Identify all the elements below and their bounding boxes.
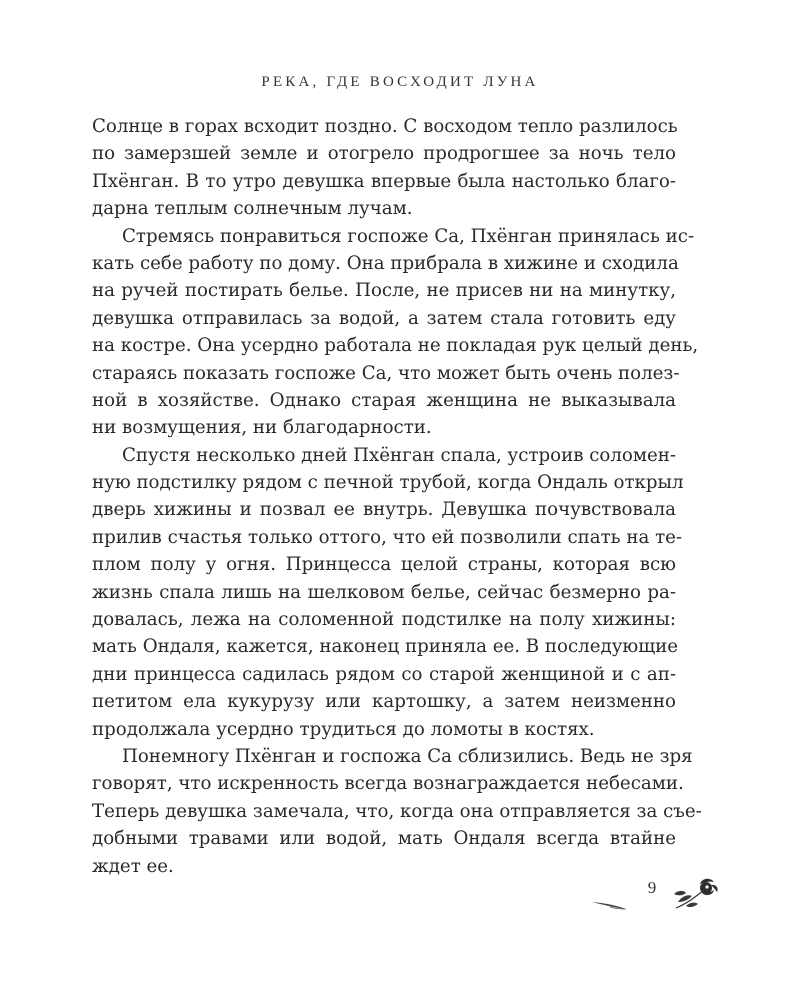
text-line: петитом ела кукурузу или картошку, а затем неизменно xyxy=(92,691,676,713)
text-line: дверь хижины и позвал ее внутрь. Девушка почувствовала xyxy=(92,499,676,521)
text-line: добными травами или водой, мать Ондаля всегда втайне xyxy=(92,828,676,850)
text-line: на костре. Она усердно работала не покладая рук целый день, xyxy=(92,335,699,357)
text-line: кать себе работу по дому. Она прибрала в хижине и сходила xyxy=(92,252,679,274)
text-line: прилив счастья только оттого, что ей позволили спать на те- xyxy=(92,526,683,548)
text-line: мать Ондаля, кажется, наконец приняла ее. В последующие xyxy=(92,636,679,658)
text-line: Пхёнган. В то утро девушка впервые была настолько благо- xyxy=(92,170,676,192)
text-line: Понемногу Пхёнган и госпожа Са сблизились. Ведь не зря xyxy=(122,745,693,767)
text-line: плом полу у огня. Принцесса целой страны, которая всю xyxy=(92,554,676,576)
text-line: ни возмущения, ни благодарности. xyxy=(92,417,432,439)
body-text xyxy=(92,113,702,880)
text-line: стараясь показать госпоже Са, что может быть очень полез- xyxy=(92,362,680,384)
text-line: на ручей постирать белье. После, не присев ни на минутку, xyxy=(92,280,676,302)
running-head: РЕКА, ГДЕ ВОСХОДИТ ЛУНА xyxy=(261,74,539,90)
page-number: 9 xyxy=(647,878,657,897)
text-line: дарна теплым солнечным лучам. xyxy=(92,198,413,220)
text-line: девушка отправилась за водой, а затем стала готовить еду xyxy=(92,307,676,329)
text-line: по замерзшей земле и отогрело продрогшее за ночь тело xyxy=(92,143,676,165)
text-line: Стремясь понравиться госпоже Са, Пхёнган принялась ис- xyxy=(122,225,695,247)
text-line: ной в хозяйстве. Однако старая женщина не выказывала xyxy=(92,389,676,411)
text-line: Теперь девушка замечала, что, когда она отправляется за съе- xyxy=(92,800,702,822)
text-line: дни принцесса садилась рядом со старой женщиной и с ап- xyxy=(92,663,676,685)
text-line: ную подстилку рядом с печной трубой, когда Ондаль открыл xyxy=(92,472,684,494)
text-line: Солнце в горах всходит поздно. С восходом тепло разлилось xyxy=(92,116,678,137)
text-line: Спустя несколько дней Пхёнган спала, устроив соломен- xyxy=(122,444,677,466)
text-line: ждет ее. xyxy=(92,855,174,877)
text-line: продолжала усердно трудиться до ломоты в костях. xyxy=(92,718,595,740)
text-line: жизнь спала лишь на шелковом белье, сейчас безмерно ра- xyxy=(92,581,676,603)
text-line: говорят, что искренность всегда вознаграждается небесами. xyxy=(92,773,684,795)
text-line: довалась, лежа на соломенной подстилке на полу хижины: xyxy=(92,609,676,631)
